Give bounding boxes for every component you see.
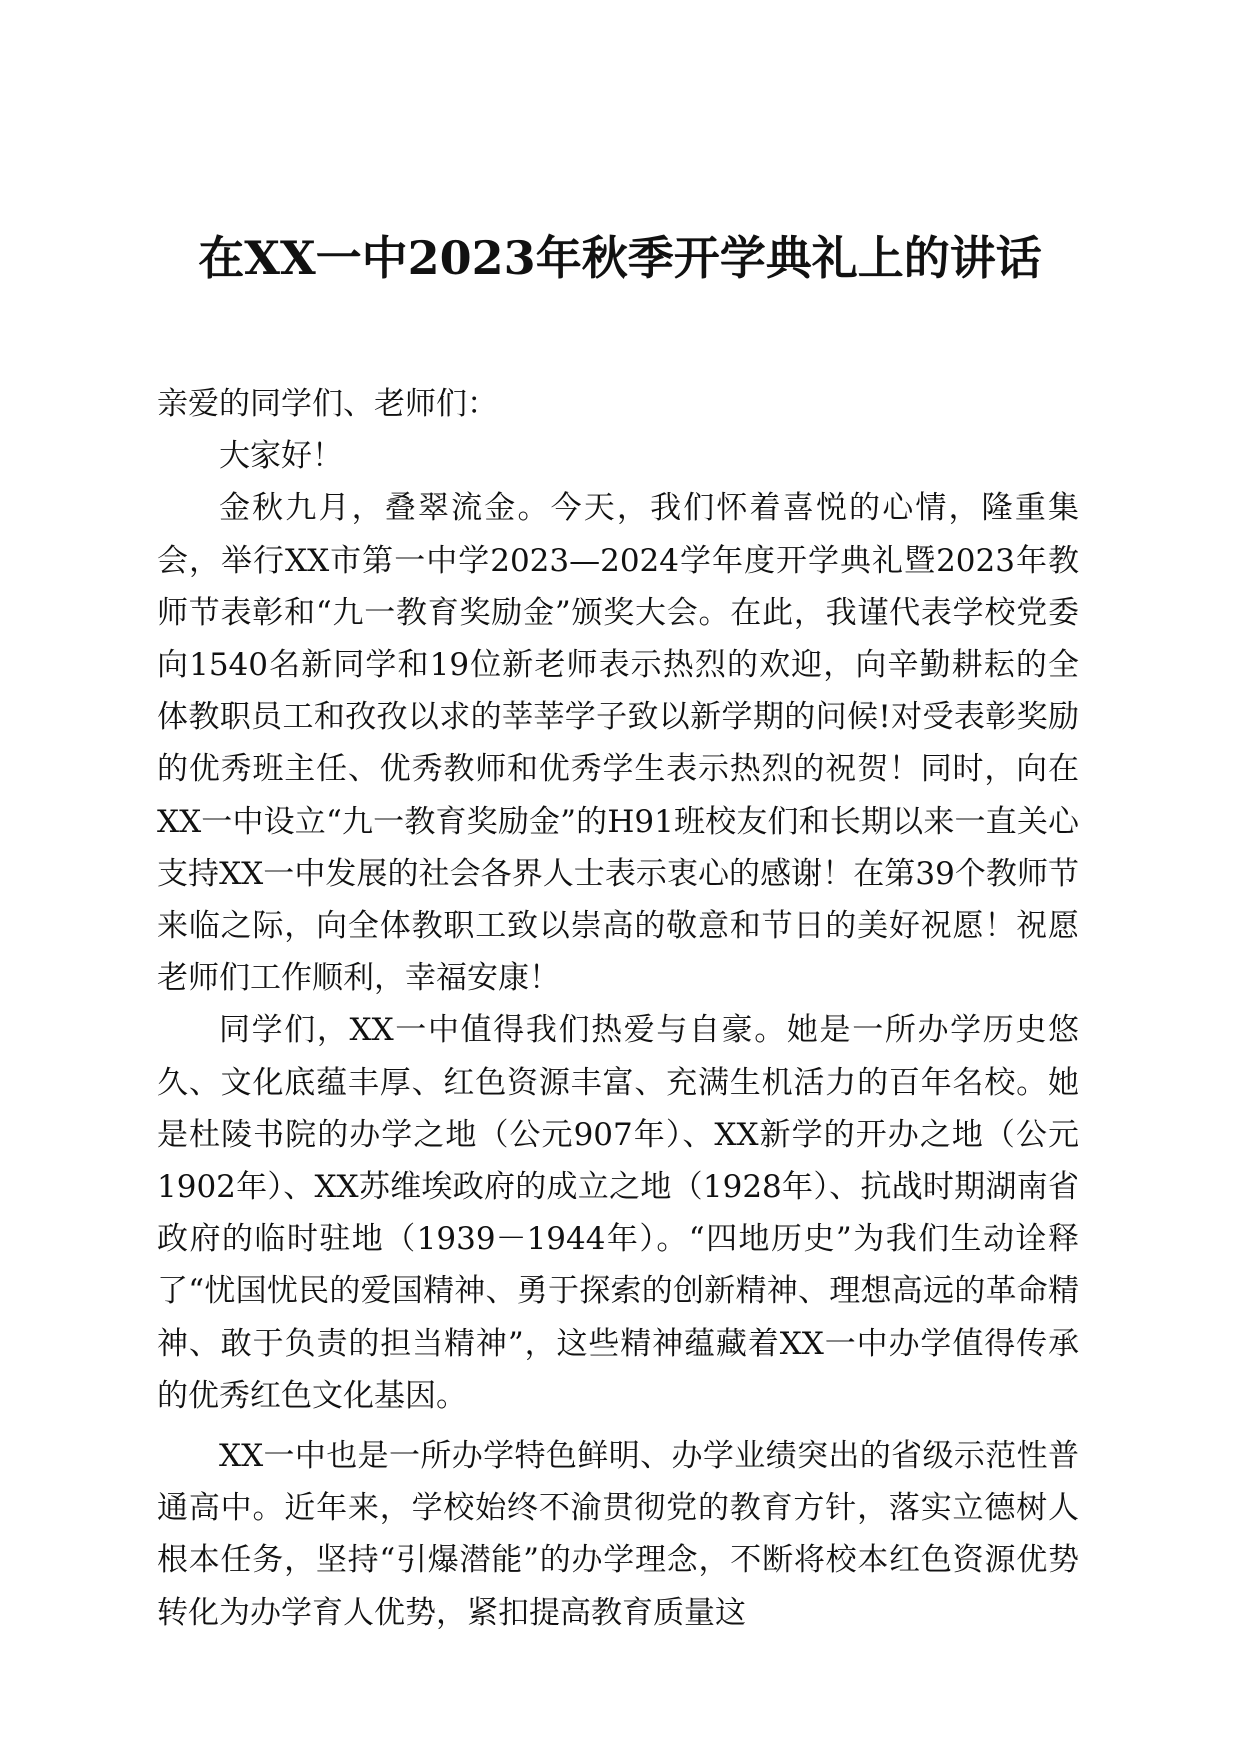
document-title: 在XX一中2023年秋季开学典礼上的讲话 bbox=[198, 231, 1042, 285]
paragraph-achievements: XX一中也是一所办学特色鲜明、办学业绩突出的省级示范性普通高中。近年来，学校始终不渝贯彻党的教育方针，落实立德树人根本任务，坚持“引爆潜能”的办学理念，不断将校本红色资源优势转化为办学育人优势，紧扣提高教育质量这 bbox=[157, 1438, 1079, 1631]
paragraph-history: 同学们，XX一中值得我们热爱与自豪。她是一所办学历史悠久、文化底蕴丰厚、红色资源丰富、充满生机活力的百年名校。她是杜陵书院的办学之地（公元907年）、XX新学的开办之地（公元1902年）、XX苏维埃政府的成立之地（1928年）、抗战时期湖南省政府的临时驻地（1939－1944年）。“四地历史”为我们生动诠释了“忧国忧民的爱国精神、勇于探索的创新精神、理想高远的革命精神、敢于负责的担当精神”，这些精神蕴藏着XX一中办学值得传承的优秀红色文化基因。 bbox=[157, 1012, 1079, 1414]
paragraph-welcome: 金秋九月，叠翠流金。今天，我们怀着喜悦的心情，隆重集会，举行XX市第一中学2023—2024学年度开学典礼暨2023年教师节表彰和“九一教育奖励金”颁奖大会。在此，我谨代表学校党委向1540名新同学和19位新老师表示热烈的欢迎，向辛勤耕耘的全体教职员工和孜孜以求的莘莘学子致以新学期的问候!对受表彰奖励的优秀班主任、优秀教师和优秀学生表示热烈的祝贺！同时，向在XX一中设立“九一教育奖励金”的H91班校友们和长期以来一直关心支持XX一中发展的社会各界人士表示衷心的感谢！在第39个教师节来临之际，向全体教职工致以崇高的敬意和节日的美好祝愿！祝愿老师们工作顺利，幸福安康！ bbox=[157, 490, 1079, 997]
paragraph-greeting: 大家好！ bbox=[219, 438, 343, 475]
salutation: 亲爱的同学们、老师们： bbox=[157, 386, 498, 422]
document-body bbox=[157, 378, 1079, 1639]
